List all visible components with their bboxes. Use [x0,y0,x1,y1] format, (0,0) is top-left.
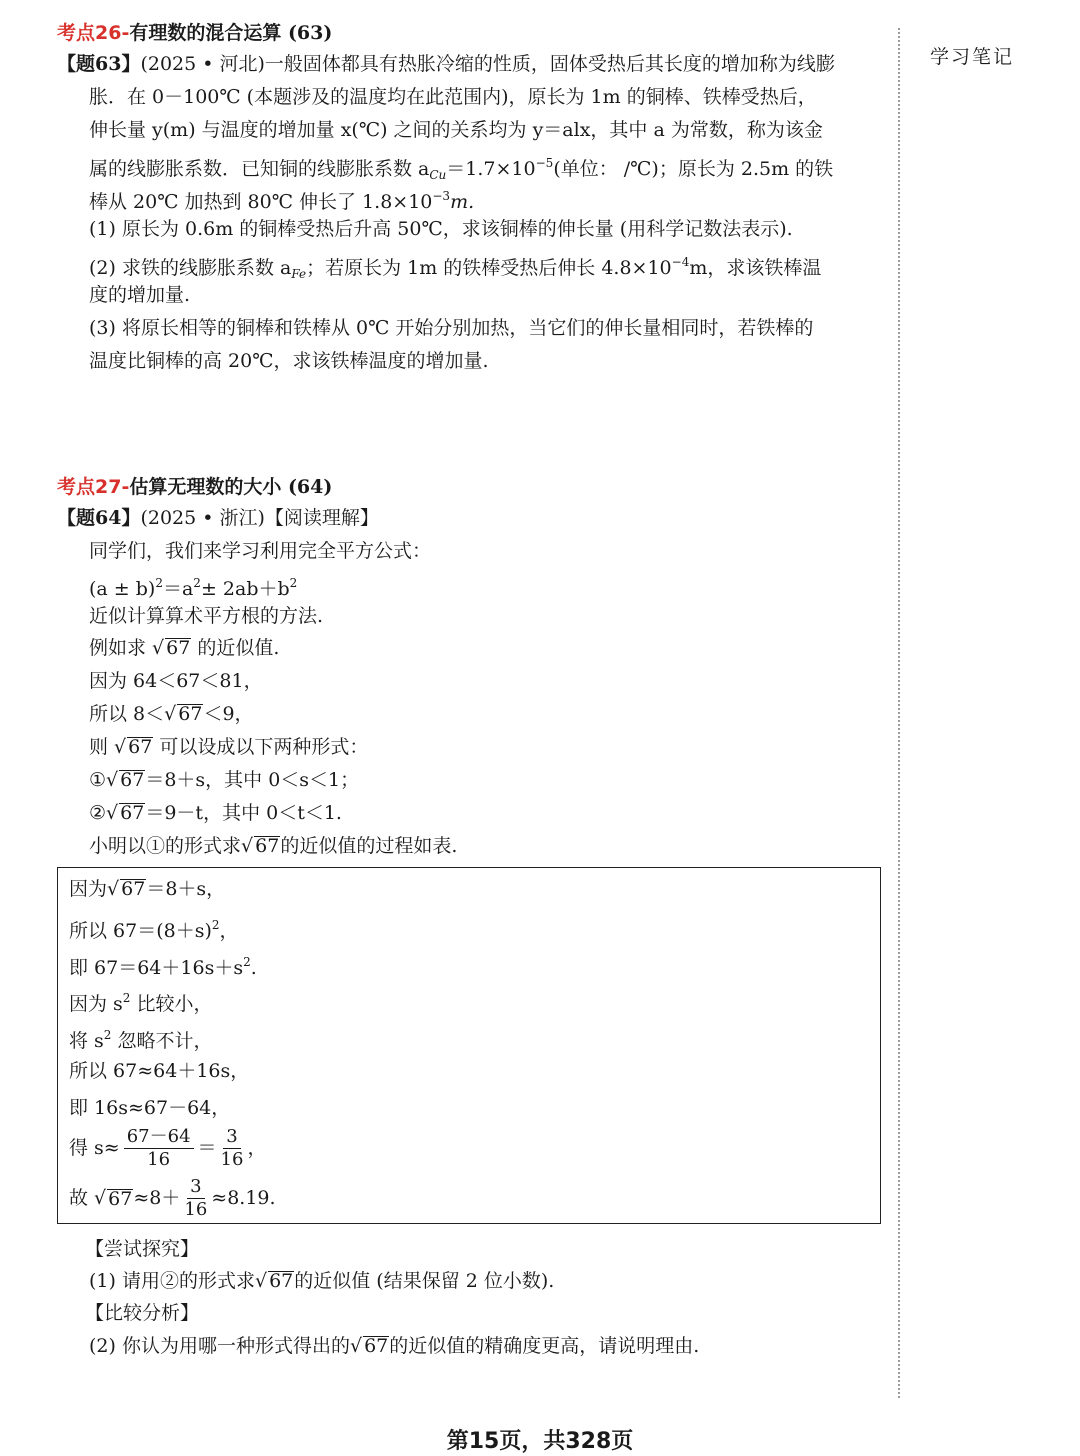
box-text: 因为 s [69,993,123,1015]
sqrt-67: 67 [108,1188,133,1210]
page-footer: 第15页，共328页 [446,1429,634,1454]
q63-text: 棒从 20℃ 加热到 80℃ 伸长了 1.8×10 [89,191,433,213]
formula-part: (a ± b) [89,578,156,600]
box-text: 所以 67＝(8＋s) [69,920,212,942]
q63-part-2-cont: 度的增加量. [89,284,191,306]
sqrt-67: 67 [178,703,203,725]
box-text: ≈8.19. [211,1187,276,1209]
intro-text: 的近似值的过程如表. [280,835,458,857]
q63-sub: Cu [429,168,447,182]
sqrt-67: 67 [120,769,145,791]
explore-label: 【尝试探究】 [85,1238,200,1260]
fraction-denominator: 16 [220,1149,244,1170]
q63-text: ＝1.7×10 [446,158,536,180]
fraction-3-over-16 [221,1126,244,1171]
q64-header [57,502,379,535]
box-line-5 [69,1019,212,1058]
q63-text: (单位： /℃)；原长为 2.5m 的铁 [553,158,834,180]
box-sup: 2 [103,1028,112,1042]
q63-sup: −4 [671,255,690,269]
box-text: 将 s [69,1030,104,1052]
box-line-3 [69,946,257,985]
q63-line-2: 胀．在 0－100℃ (本题涉及的温度均在此范围内)，原长为 1m 的铜棒、铁棒受热后， [89,86,817,108]
q63-part-2 [89,246,821,291]
q64-intro-6: 则 √ 67 可以设成以下两种形式： [89,736,369,758]
box-line-6: 所以 67≈64＋16s， [69,1060,250,1082]
intro-text: 的近似值. [197,637,280,659]
section-27-title: 估算无理数的大小 (64) [129,476,333,498]
section-27-label: 考点27- [57,476,130,498]
box-text: ＝ [197,1137,217,1159]
fraction-denominator: 16 [184,1199,208,1220]
part-text: 的近似值的精确度更高，请说明理由. [389,1335,700,1357]
box-text: 忽略不计， [111,1030,213,1052]
q63-part-1: (1) 原长为 0.6m 的铜棒受热后升高 50℃，求该铜棒的伸长量 (用科学记数法表示). [89,218,793,240]
q63-source: (2025 • 河北) [140,53,265,75]
sqrt-67: 67 [120,802,145,824]
intro-text: ＝8＋s，其中 0＜s＜1； [145,769,360,791]
section-27-heading [57,472,332,499]
box-text: . [250,957,257,979]
q63-text: (2) 求铁的线膨胀系数 a [89,257,292,279]
notes-title: 学习笔记 [930,46,1015,68]
q64-form-2: ②√ 67＝9－t，其中 0＜t＜1. [89,802,342,824]
q63-line-1 [57,48,835,81]
box-text: ＝8＋s， [146,878,226,900]
fraction-denominator: 16 [147,1149,171,1170]
box-text: 比较小， [130,993,213,1015]
intro-text: 可以设成以下两种形式： [159,736,369,758]
part-text: 的近似值 (结果保留 2 位小数). [294,1270,555,1292]
fraction-numerator: 3 [187,1176,204,1199]
q64-label: 【题64】 [57,507,141,529]
q64-intro-2: 近似计算算术平方根的方法. [89,605,324,627]
fraction-numerator: 3 [223,1126,240,1149]
sqrt-67: 67 [255,835,280,857]
q64-intro-5: 所以 8＜√ 67＜9， [89,703,254,725]
box-text: 即 67＝64＋16s＋s [69,957,244,979]
q64-intro-1: 同学们，我们来学习利用完全平方公式： [89,540,432,562]
fraction-3-over-16 [184,1176,207,1221]
q64-intro-3: 例如求 √ 67 的近似值. [89,637,280,659]
sqrt-67: 67 [128,736,153,758]
intro-text: ② [89,802,107,824]
sqrt-67: 67 [166,637,191,659]
intro-text: 所以 8＜ [89,703,165,725]
sqrt-67: 67 [364,1335,389,1357]
formula-part: ± 2ab＋b [200,578,290,600]
formula-part: ＝a [162,578,194,600]
q63-text: 属的线膨胀系数．已知铜的线膨胀系数 a [89,158,430,180]
q64-intro-4: 因为 64＜67＜81， [89,670,263,692]
box-line-8 [69,1126,266,1171]
part-text: (2) 你认为用哪一种形式得出的 [89,1335,350,1357]
intro-text: ＝9－t，其中 0＜t＜1. [145,802,342,824]
q63-sub: Fe [291,267,307,281]
notes-divider [898,28,900,1398]
q64-intro-7: 小明以①的形式求√ 67的近似值的过程如表. [89,835,458,857]
q63-sup: −3 [432,189,451,203]
section-26-heading [57,18,332,45]
box-line-4 [69,982,212,1021]
section-26-label: 考点26- [57,22,130,44]
q64-source: (2025 • 浙江)【阅读理解】 [140,507,379,529]
sqrt-67: 67 [121,878,146,900]
compare-label: 【比较分析】 [85,1302,200,1324]
q63-line-3: 伸长量 y(m) 与温度的增加量 x(℃) 之间的关系均为 y＝alx，其中 a 为常数，称为该金 [89,119,823,141]
q63-part-3: (3) 将原长相等的铜棒和铁棒从 0℃ 开始分别加热，当它们的伸长量相同时，若铁棒的 [89,317,814,339]
q63-text: 一般固体都具有热胀冷缩的性质，固体受热后其长度的增加称为线膨 [264,53,835,75]
box-text: ， [219,920,239,942]
box-line-1: 因为√ 67＝8＋s， [69,878,226,900]
box-line-7: 即 16s≈67－64， [69,1097,231,1119]
intro-text: ① [89,769,107,791]
q63-sup: −5 [535,156,554,170]
q63-text: m，求该铁棒温 [689,257,822,279]
q63-text: m. [450,191,475,213]
q63-text: ；若原长为 1m 的铁棒受热后伸长 4.8×10 [306,257,672,279]
formula-sup: 2 [155,576,163,590]
intro-text: 则 [89,736,109,758]
q63-part-3-cont: 温度比铜棒的高 20℃，求该铁棒温度的增加量. [89,350,489,372]
fraction-67-64-over-16 [124,1126,194,1171]
box-sup: 2 [211,918,220,932]
box-text: 故 [69,1187,89,1209]
part-text: (1) 请用②的形式求 [89,1270,255,1292]
box-line-2 [69,909,239,948]
intro-text: ＜9， [203,703,254,725]
q64-form-1: ①√ 67＝8＋s，其中 0＜s＜1； [89,769,360,791]
sqrt-67: 67 [269,1270,294,1292]
box-line-9: 故 √ 67 ≈8＋ $\frac{3}{16}$ ≈8.19. [69,1176,276,1220]
intro-text: 小明以①的形式求 [89,835,242,857]
q63-label: 【题63】 [57,53,141,75]
box-sup: 2 [122,991,131,1005]
intro-text: 例如求 [89,637,147,659]
box-text: 得 s≈ [69,1137,120,1159]
box-sup: 2 [243,955,251,969]
fraction-numerator: 67－64 [124,1126,194,1149]
formula-sup: 2 [289,576,298,590]
box-text: ， [247,1137,267,1159]
box-text: 因为 [69,878,108,900]
section-26-title: 有理数的混合运算 (63) [129,22,333,44]
formula-sup: 2 [193,576,201,590]
q64-part-2: (2) 你认为用哪一种形式得出的√ 67的近似值的精确度更高，请说明理由. [89,1335,700,1357]
q64-part-1: (1) 请用②的形式求√ 67的近似值 (结果保留 2 位小数). [89,1270,555,1292]
box-text: ≈8＋ [133,1187,181,1209]
